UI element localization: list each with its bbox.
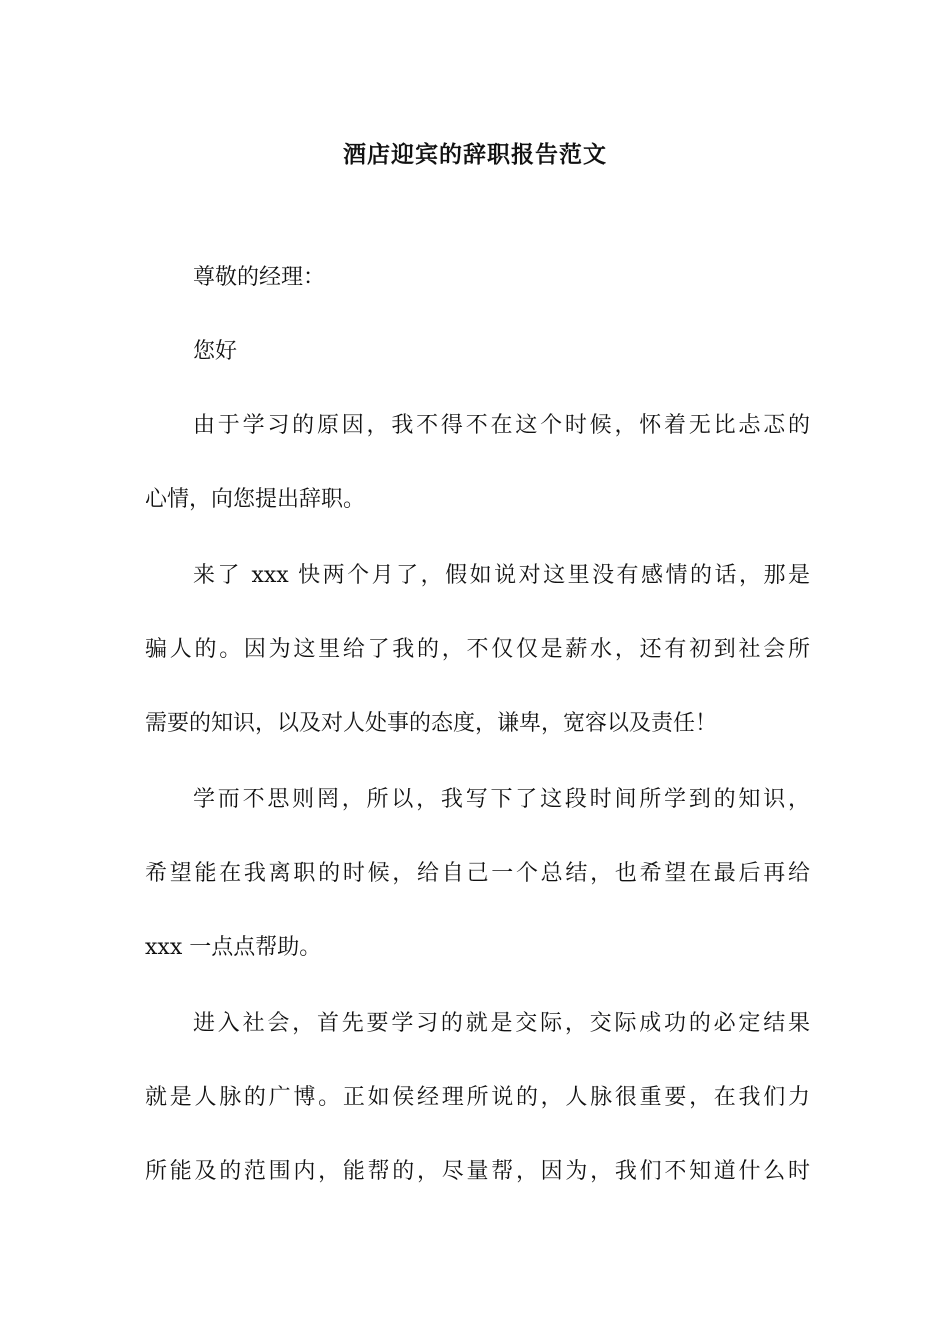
paragraph-line: 进入社会，首先要学习的就是交际，交际成功的必定结果: [193, 1011, 810, 1036]
paragraph-line: 希望能在我离职的时候，给自己一个总结，也希望在最后再给: [145, 861, 810, 886]
paragraph-line: 学而不思则罔，所以，我写下了这段时间所学到的知识，: [193, 787, 810, 812]
paragraph-line: 就是人脉的广博。正如侯经理所说的，人脉很重要，在我们力: [145, 1085, 810, 1110]
paragraph-line: xxx 一点点帮助。: [145, 935, 322, 960]
paragraph-line: 需要的知识，以及对人处事的态度，谦卑，宽容以及责任！: [145, 711, 718, 736]
paragraph-line: 所能及的范围内，能帮的，尽量帮，因为，我们不知道什么时: [145, 1159, 810, 1184]
greeting-line: 您好: [193, 339, 238, 364]
paragraph-line: 心情，向您提出辞职。: [145, 487, 366, 512]
paragraph-line: 由于学习的原因，我不得不在这个时候，怀着无比忐忑的: [193, 413, 810, 438]
paragraph-line: 骗人的。因为这里给了我的，不仅仅是薪水，还有初到社会所: [145, 637, 810, 662]
paragraph-line: 来了 xxx 快两个月了，假如说对这里没有感情的话，那是: [193, 563, 810, 588]
salutation-line: 尊敬的经理：: [193, 265, 326, 290]
document-title: 酒店迎宾的辞职报告范文: [343, 141, 607, 168]
